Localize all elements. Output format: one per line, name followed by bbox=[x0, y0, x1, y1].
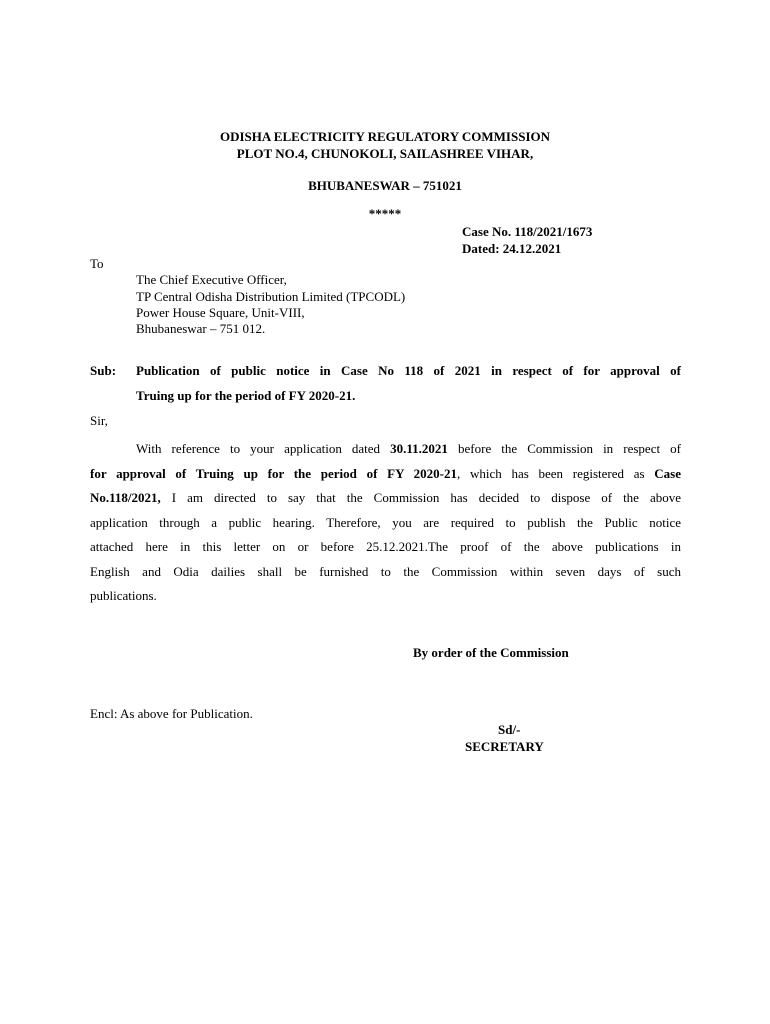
org-city: BHUBANESWAR – 751021 bbox=[308, 178, 462, 193]
body-line: publications. bbox=[90, 588, 157, 603]
signature: Sd/- bbox=[498, 722, 521, 737]
body-line: With reference to your application dated 30.11.2021 before the Commission in respect of bbox=[136, 441, 681, 456]
designation: SECRETARY bbox=[465, 739, 544, 754]
org-name: ODISHA ELECTRICITY REGULATORY COMMISSION bbox=[219, 129, 551, 144]
body-line: English and Odia dailies shall be furnished to the Commission within seven days of such bbox=[90, 563, 681, 579]
to-label: To bbox=[90, 256, 104, 271]
subject-line: Publication of public notice in Case No 118 of 2021 in respect of for approval of bbox=[136, 363, 681, 378]
body-line: for approval of Truing up for the period of FY 2020-21, which has been registered as Case bbox=[90, 465, 681, 481]
recipient-line: Bhubaneswar – 751 012. bbox=[136, 321, 266, 336]
dated: Dated: 24.12.2021 bbox=[462, 241, 562, 256]
recipient-line: TP Central Odisha Distribution Limited (TPCODL) bbox=[136, 289, 406, 304]
org-address: PLOT NO.4, CHUNOKOLI, SAILASHREE VIHAR, bbox=[236, 146, 534, 161]
body-line: attached here in this letter on or before 25.12.2021.The proof of the above publications in bbox=[90, 539, 681, 554]
recipient-line: The Chief Executive Officer, bbox=[136, 272, 287, 287]
order-line: By order of the Commission bbox=[413, 645, 569, 660]
salutation: Sir, bbox=[90, 413, 108, 428]
recipient-line: Power House Square, Unit-VIII, bbox=[136, 305, 305, 320]
body-paragraph bbox=[90, 437, 681, 609]
subject-label: Sub: bbox=[90, 363, 117, 378]
body-line: No.118/2021, I am directed to say that the Commission has decided to dispose of the above bbox=[90, 490, 681, 505]
subject-line: Truing up for the period of FY 2020-21. bbox=[136, 388, 356, 403]
enclosure-line: Encl: As above for Publication. bbox=[90, 706, 253, 721]
separator: ***** bbox=[368, 206, 402, 221]
body-line: application through a public hearing. Therefore, you are required to publish the Public notice bbox=[90, 514, 681, 530]
case-number: Case No. 118/2021/1673 bbox=[462, 224, 593, 239]
